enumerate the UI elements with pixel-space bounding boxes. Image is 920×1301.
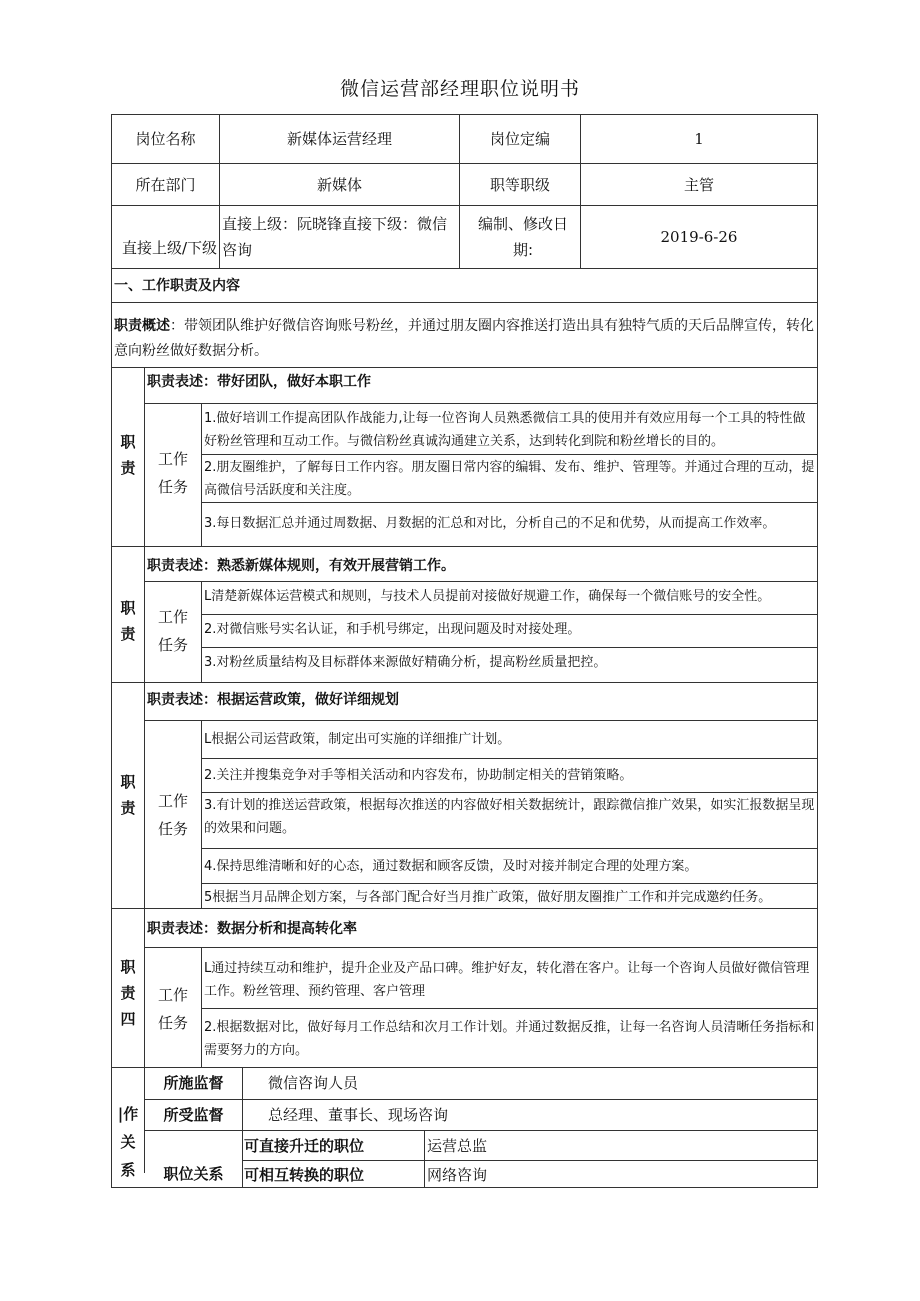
edit-date: 2019-6-26 — [660, 228, 738, 246]
duty4-task-1: L通过持续互动和维护，提升企业及产品口碑。维护好友，转化潜在客户。让每一个咨询人员做好微信管理工作。粉丝管理、预约管理、客户管理 — [204, 961, 810, 999]
duty3-task-label: 工作任务 — [157, 792, 188, 838]
duty1-summary: 职责表述：带好团队，做好本职工作 — [147, 374, 371, 390]
department: 新媒体 — [316, 175, 362, 194]
duty2-summary: 职责表述：熟悉新媒体规则，有效开展营销工作。 — [147, 558, 455, 574]
duty3-task-3: 3.有计划的推送运营政策，根据每次推送的内容做好相关数据统计，跟踪微信推广效果，如实汇报数据呈现的效果和问题。 — [204, 798, 815, 836]
overview-label: 职责概述 — [114, 318, 170, 334]
overview-text: ：带领团队维护好微信咨询账号粉丝，并通过朋友圈内容推送打造出具有独特气质的天后品牌宣传，转化意向粉丝做好数据分析。 — [114, 318, 814, 359]
supervised-by: 总经理、董事长、现场咨询 — [268, 1106, 449, 1124]
job-description-table — [111, 114, 818, 1188]
duty4-task-label: 工作任务 — [157, 986, 188, 1032]
duty1-task-3: 3.每日数据汇总并通过周数据、月数据的汇总和对比，分析自己的不足和优势，从而提高工作效率。 — [204, 516, 776, 531]
duty4-summary: 职责表述：数据分析和提高转化率 — [147, 921, 357, 937]
duty3-side-label: 职责 — [120, 773, 136, 817]
duty3-task-5: 5根据当月品牌企划方案，与各部门配合好当月推广政策，做好朋友圈推广工作和并完成邀约任务。 — [204, 890, 772, 905]
position-relation-label: 职位关系 — [163, 1165, 224, 1183]
edit-date-label: 编制、修改日期: — [478, 215, 569, 259]
department-label: 所在部门 — [135, 175, 196, 194]
duty3-summary: 职责表述：根据运营政策，做好详细规划 — [147, 692, 399, 708]
duty2-task-2: 2.对微信账号实名认证，和手机号绑定，出现问题及时对接处理。 — [204, 622, 581, 637]
rotate-label: 可相互转换的职位 — [244, 1166, 365, 1184]
page-title: 微信运营部经理职位说明书 — [339, 78, 580, 100]
duty2-task-3: 3.对粉丝质量结构及目标群体来源做好精确分析，提高粉丝质量把控。 — [204, 655, 607, 670]
duty1-task-2: 2.朋友圈维护，了解每日工作内容。朋友圈日常内容的编辑、发布、维护、管理等。并通过合理的互动，提高微信号活跃度和关注度。 — [204, 460, 815, 498]
duty3-task-4: 4.保持思维清晰和好的心态，通过数据和顾客反馈，及时对接并制定合理的处理方案。 — [204, 859, 698, 874]
headcount: 1 — [694, 130, 704, 148]
reporting: 直接上级：阮晓锋直接下级：微信咨询 — [222, 215, 448, 259]
grade: 主管 — [683, 175, 714, 194]
promote-label: 可直接升迁的职位 — [244, 1137, 365, 1155]
rotate: 网络咨询 — [427, 1166, 488, 1184]
duty2-task-label: 工作任务 — [157, 608, 188, 654]
duty1-task-label: 工作任务 — [157, 450, 188, 496]
duty1-task-1: 1.做好培训工作提高团队作战能力,让每一位咨询人员熟悉微信工具的使用并有效应用每一个工具的特性做好粉丝管理和互动工作。与微信粉丝真诚沟通建立关系，达到转化到院和粉丝增长的目的。 — [204, 411, 806, 449]
supervised-by-label: 所受监督 — [163, 1106, 224, 1124]
grade-label: 职等职级 — [489, 175, 550, 194]
duty3-task-2: 2.关注并搜集竞争对手等相关活动和内容发布，协助制定相关的营销策略。 — [204, 768, 633, 783]
relations-side-label: |作关系 — [117, 1105, 139, 1179]
duty2-task-1: L清楚新媒体运营模式和规则，与技术人员提前对接做好规避工作，确保每一个微信账号的安全性。 — [204, 589, 771, 604]
position-name-label: 岗位名称 — [135, 130, 196, 148]
duty2-side-label: 职责 — [120, 599, 136, 643]
duty1-side-label: 职责 — [120, 433, 136, 477]
duty4-task-2: 2.根据数据对比，做好每月工作总结和次月工作计划。并通过数据反推，让每一名咨询人员清晰任务指标和需要努力的方向。 — [204, 1020, 815, 1058]
duty-overview — [114, 314, 814, 362]
supervise-label: 所施监督 — [163, 1074, 224, 1092]
reporting-label: 直接上级/下级 — [121, 239, 217, 257]
supervise: 微信咨询人员 — [268, 1074, 359, 1092]
section-title: 一、工作职责及内容 — [114, 278, 240, 294]
duty3-task-1: L根据公司运营政策，制定出可实施的详细推广计划。 — [204, 732, 511, 747]
headcount-label: 岗位定编 — [489, 130, 550, 148]
duty4-side-label: 职责四 — [120, 958, 136, 1028]
promote: 运营总监 — [427, 1137, 488, 1155]
position-name: 新媒体运营经理 — [286, 130, 392, 148]
